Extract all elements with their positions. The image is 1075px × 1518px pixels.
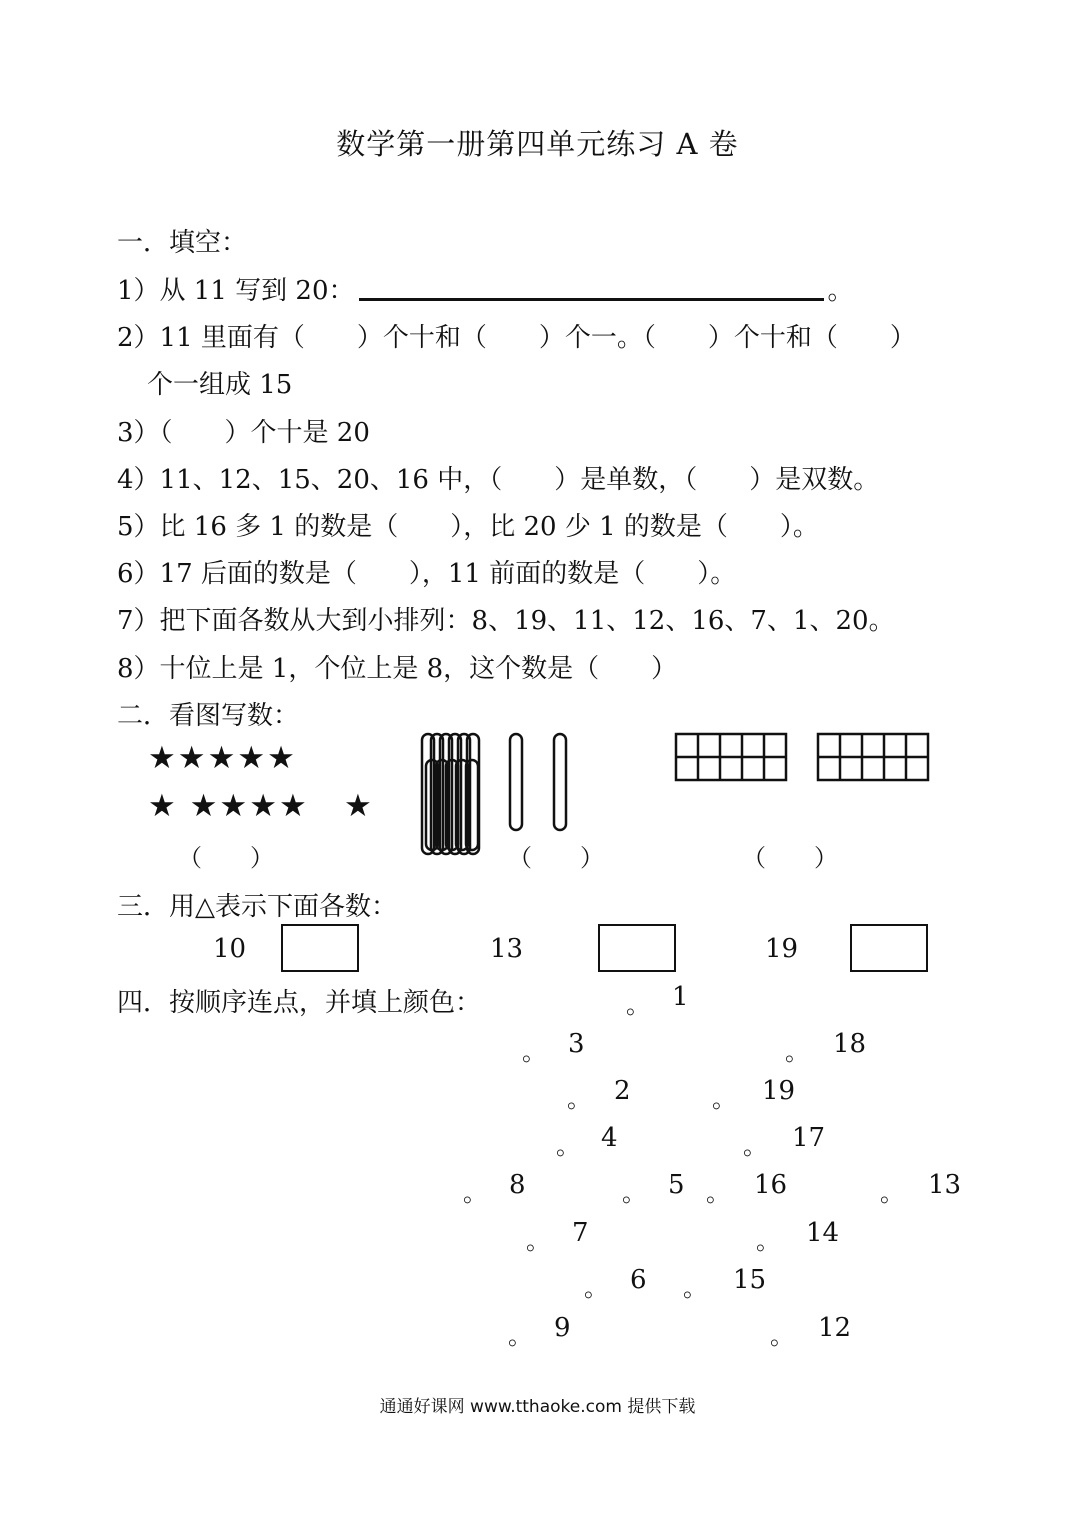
number-label: 13 (490, 934, 524, 964)
question-7: 7）把下面各数从大到小排列：8、19、11、12、16、7、1、20。 (117, 606, 895, 636)
dot-marker: 。 (626, 991, 650, 1019)
answer-box (850, 924, 928, 972)
section3-heading: 三．用△表示下面各数： (117, 892, 397, 922)
dot-marker: 。 (785, 1038, 809, 1066)
dot-marker: 。 (756, 1227, 780, 1255)
ten-frames (674, 732, 932, 784)
footer-text: 通通好课网 www.tthaoke.com 提供下载 (379, 1397, 696, 1417)
dot-label: 5 (668, 1170, 685, 1200)
question-2b: 个一组成 15 (147, 370, 293, 400)
answer-line (359, 274, 824, 301)
dot-label: 16 (754, 1170, 788, 1200)
dot-marker: 。 (743, 1132, 767, 1160)
dot-marker: 。 (712, 1085, 736, 1113)
dot-marker: 。 (463, 1179, 487, 1207)
dot-label: 3 (568, 1029, 585, 1059)
question-6: 6）17 后面的数是（ ），11 前面的数是（ ）。 (117, 559, 737, 589)
dot-marker: 。 (556, 1132, 580, 1160)
dot-label: 18 (833, 1029, 867, 1059)
dot-label: 13 (928, 1170, 962, 1200)
single-stick-1 (510, 734, 522, 830)
dot-marker: 。 (622, 1179, 646, 1207)
question-5: 5）比 16 多 1 的数是（ ），比 20 少 1 的数是（ ）。 (117, 512, 819, 542)
dot-label: 1 (672, 982, 689, 1012)
question-1-end: 。 (827, 276, 854, 306)
dot-marker: 。 (584, 1274, 608, 1302)
answer-box (598, 924, 676, 972)
answer-box (281, 924, 359, 972)
question-8: 8）十位上是 1，个位上是 8，这个数是（ ） (117, 654, 678, 684)
dot-label: 9 (554, 1313, 571, 1343)
stars-row-1: ★★★★★ (148, 740, 297, 776)
dot-label: 12 (818, 1313, 852, 1343)
page-title: 数学第一册第四单元练习 A 卷 (336, 127, 739, 161)
dot-marker: 。 (683, 1274, 707, 1302)
stick-bundle (422, 734, 479, 854)
dot-label: 7 (572, 1218, 589, 1248)
dot-label: 17 (792, 1123, 826, 1153)
dot-label: 14 (806, 1218, 840, 1248)
dot-marker: 。 (567, 1085, 591, 1113)
section2-heading: 二．看图写数： (117, 701, 300, 731)
stars-row-2: ★ ★★★★ (148, 788, 309, 824)
dot-label: 2 (614, 1076, 631, 1106)
dot-label: 15 (733, 1265, 767, 1295)
star-single: ★ (344, 788, 374, 824)
dot-label: 4 (601, 1123, 618, 1153)
dot-marker: 。 (770, 1322, 794, 1350)
answer-paren-2: （ ） (508, 844, 604, 872)
question-1 (117, 270, 854, 307)
dot-label: 6 (630, 1265, 647, 1295)
dot-marker: 。 (706, 1179, 730, 1207)
ten-frame-2 (818, 734, 928, 780)
ten-frame-1 (676, 734, 786, 780)
single-stick-2 (554, 734, 566, 830)
number-label: 19 (765, 934, 799, 964)
dot-label: 8 (509, 1170, 526, 1200)
dot-marker: 。 (522, 1038, 546, 1066)
dot-marker: 。 (508, 1322, 532, 1350)
answer-paren-1: （ ） (178, 844, 274, 872)
section1-heading: 一．填空： (117, 228, 248, 258)
section4-heading: 四．按顺序连点，并填上颜色： (117, 988, 482, 1018)
question-4: 4）11、12、15、20、16 中，（ ）是单数，（ ）是双数。 (117, 465, 880, 495)
dot-label: 19 (762, 1076, 796, 1106)
answer-paren-3: （ ） (742, 844, 838, 872)
question-2a: 2）11 里面有（ ）个十和（ ）个一。（ ）个十和（ ） (117, 323, 916, 353)
question-3: 3）（ ）个十是 20 (117, 418, 370, 448)
dot-marker: 。 (880, 1179, 904, 1207)
question-1-text: 1）从 11 写到 20： (117, 276, 355, 306)
number-label: 10 (213, 934, 247, 964)
dot-marker: 。 (526, 1227, 550, 1255)
